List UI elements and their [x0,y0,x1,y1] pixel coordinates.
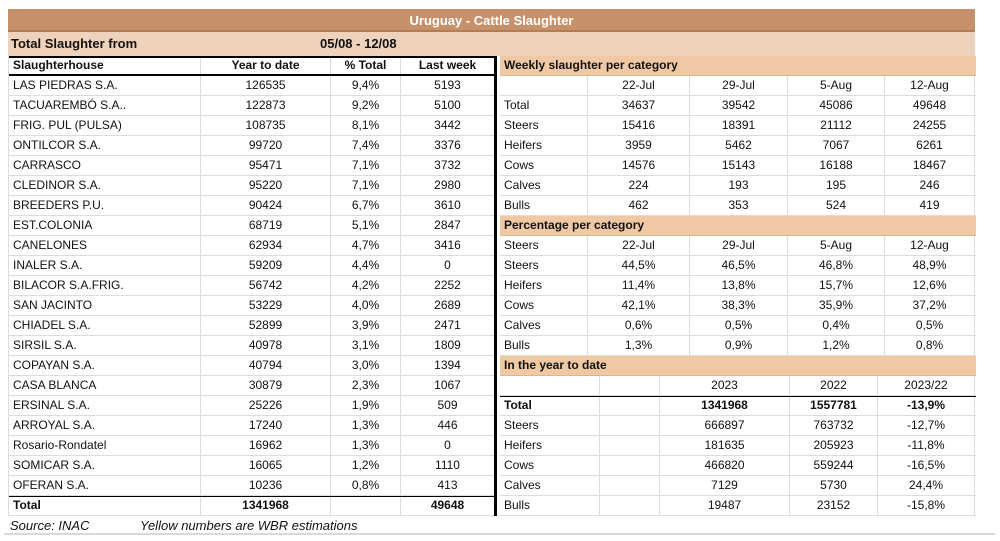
table-row [500,476,976,496]
cell: 22-Jul [588,236,690,255]
cell: 24,4% [878,476,975,495]
cell: 44,5% [588,256,690,275]
cell: 37,2% [885,296,975,315]
row-label: CLEDINOR S.A. [9,176,201,195]
cell: 46,8% [788,256,885,275]
table-row [9,116,496,136]
row-label: ERSINAL S.A. [9,396,201,415]
cell: 62934 [201,236,331,255]
cell: 1,9% [331,396,401,415]
row-label: In the year to date [500,356,974,375]
table-row [500,156,976,176]
cell: 24255 [885,116,975,135]
cell: 46,5% [690,256,788,275]
cell: 22-Jul [588,76,690,95]
cell: 666897 [660,416,790,435]
cell: 413 [401,476,495,495]
cell: 559244 [790,456,878,475]
table-row [500,316,976,336]
cell: 7,1% [331,176,401,195]
section-header [500,216,976,236]
table-row [9,136,496,156]
table-row [500,136,976,156]
cell: -12,7% [878,416,975,435]
estimation-note: Yellow numbers are WBR estimations [140,518,358,533]
table-row [9,376,496,396]
cell: -11,8% [878,436,975,455]
cell: 0,8% [331,476,401,495]
row-label: Bulls [500,496,600,515]
cell: 7067 [788,136,885,155]
cell: 524 [788,196,885,215]
row-label: CARRASCO [9,156,201,175]
cell: 90424 [201,196,331,215]
cell [600,436,660,455]
cell: 466820 [660,456,790,475]
row-label: Bulls [500,336,588,355]
row-label [500,376,600,395]
cell: 0 [401,436,495,455]
cell: 0 [401,256,495,275]
cell: 1341968 [660,397,790,415]
cell: 246 [885,176,975,195]
cell [600,397,660,415]
cell: 15,7% [788,276,885,295]
cell: 34637 [588,96,690,115]
left-total-row [9,496,496,516]
row-label: Steers [500,256,588,275]
row-label: OFERAN S.A. [9,476,201,495]
cell: 68719 [201,216,331,235]
table-divider [494,56,497,516]
row-label: Bulls [500,196,588,215]
cell: 181635 [660,436,790,455]
table-row [500,276,976,296]
left-header-row [9,56,496,76]
cell: 224 [588,176,690,195]
cell: 4,0% [331,296,401,315]
cell: 6261 [885,136,975,155]
slaughterhouse-table [8,56,496,516]
cell: 1,2% [331,456,401,475]
cell: 29-Jul [690,236,788,255]
cell: 7,1% [331,156,401,175]
cell: 6,7% [331,196,401,215]
cell: 3416 [401,236,495,255]
table-row [9,216,496,236]
cell: 40794 [201,356,331,375]
row-label: Calves [500,316,588,335]
cell: 3610 [401,196,495,215]
row-label: Cows [500,456,600,475]
row-label: ARROYAL S.A. [9,416,201,435]
table-row [9,316,496,336]
table-row [500,196,976,216]
row-label: Cows [500,296,588,315]
row-label: BILACOR S.A.FRIG. [9,276,201,295]
cell: 29-Jul [690,76,788,95]
table-row [9,276,496,296]
percentage-dates-row [500,236,976,256]
cell: -16,5% [878,456,975,475]
cell: 509 [401,396,495,415]
table-row [500,96,976,116]
table-row [9,456,496,476]
cell: 3442 [401,116,495,135]
row-label: FRIG. PUL (PULSA) [9,116,201,135]
cell: 5,1% [331,216,401,235]
cell: 11,4% [588,276,690,295]
cell: 56742 [201,276,331,295]
table-row [9,356,496,376]
cell: 5-Aug [788,76,885,95]
cell: 122873 [201,96,331,115]
cell: 1067 [401,376,495,395]
table-row [9,196,496,216]
cell: 2689 [401,296,495,315]
row-label: Percentage per category [500,216,974,235]
table-row [500,336,976,356]
row-label: Calves [500,176,588,195]
cell: 763732 [790,416,878,435]
table-row [9,236,496,256]
cell: 5462 [690,136,788,155]
row-label: CHIADEL S.A. [9,316,201,335]
cell: 1110 [401,456,495,475]
cell: 49648 [885,96,975,115]
cell: 1557781 [790,397,878,415]
row-label: LAS PIEDRAS S.A. [9,76,201,95]
row-label [500,76,588,95]
row-label: Cows [500,156,588,175]
cell: 5193 [401,76,495,95]
cell: 195 [788,176,885,195]
cell: 99720 [201,136,331,155]
table-row [9,256,496,276]
cell: 48,9% [885,256,975,275]
cell: 12,6% [885,276,975,295]
row-label: CASA BLANCA [9,376,201,395]
cell: 8,1% [331,116,401,135]
cell: 95471 [201,156,331,175]
cell: 1809 [401,336,495,355]
cell: 1,3% [588,336,690,355]
category-table [500,56,976,516]
table-row [500,256,976,276]
row-label: TACUAREMBÓ S.A.. [9,96,201,115]
cell: 4,7% [331,236,401,255]
table-row [9,76,496,96]
cell: 4,2% [331,276,401,295]
row-label: INALER S.A. [9,256,201,275]
table-row [9,396,496,416]
cell: 12-Aug [885,76,975,95]
table-row [9,416,496,436]
section-header [500,356,976,376]
cell [331,497,401,515]
cell: 3,0% [331,356,401,375]
subheader-band [8,32,975,56]
cell: -13,9% [878,397,975,415]
cell: 16065 [201,456,331,475]
row-label: CANELONES [9,236,201,255]
table-row [9,96,496,116]
row-label: Rosario-Rondatel [9,436,201,455]
cell: 14576 [588,156,690,175]
row-label: Total [9,497,201,515]
table-row [9,156,496,176]
row-label: ONTILCOR S.A. [9,136,201,155]
cell: 3732 [401,156,495,175]
cell: 2847 [401,216,495,235]
cell: 10236 [201,476,331,495]
cell: 0,6% [588,316,690,335]
cell: 18391 [690,116,788,135]
row-label: COPAYAN S.A. [9,356,201,375]
cell: 3959 [588,136,690,155]
cell: 3,9% [331,316,401,335]
bottom-divider [4,533,995,535]
cell: 1,3% [331,416,401,435]
cell: 45086 [788,96,885,115]
cell: 462 [588,196,690,215]
table-row [9,436,496,456]
subheader-label: Total Slaughter from [11,36,138,51]
cell: 5100 [401,96,495,115]
table-row [500,456,976,476]
cell: 1341968 [201,497,331,515]
cell: 9,4% [331,76,401,95]
cell: 35,9% [788,296,885,315]
row-label: Slaughterhouse [9,58,201,74]
table-row [9,336,496,356]
row-label: SIRSIL S.A. [9,336,201,355]
cell: 49648 [401,497,495,515]
cell: 419 [885,196,975,215]
table-row [9,476,496,496]
report-title-bar [8,9,975,32]
cell [600,496,660,515]
cell: 21112 [788,116,885,135]
cell: -15,8% [878,496,975,515]
row-label: EST.COLONIA [9,216,201,235]
cell: 16188 [788,156,885,175]
cell: 7129 [660,476,790,495]
cell: 205923 [790,436,878,455]
table-row [500,436,976,456]
row-label: Total [500,96,588,115]
cell: 16962 [201,436,331,455]
cell: 9,2% [331,96,401,115]
cell: 3376 [401,136,495,155]
cell: 53229 [201,296,331,315]
cell: 446 [401,416,495,435]
row-label: Steers [500,116,588,135]
cell: 0,5% [885,316,975,335]
table-row [500,116,976,136]
cell: 353 [690,196,788,215]
row-label: Calves [500,476,600,495]
page-title: Uruguay - Cattle Slaughter [409,13,574,28]
row-label: SAN JACINTO [9,296,201,315]
cell: 18467 [885,156,975,175]
row-label: Heifers [500,136,588,155]
row-label: SOMICAR S.A. [9,456,201,475]
section-header [500,56,976,76]
table-row [500,416,976,436]
cell: 193 [690,176,788,195]
cell: 2252 [401,276,495,295]
cell: 2023 [660,376,790,395]
cell: 15143 [690,156,788,175]
row-label: Steers [500,416,600,435]
subheader-period: 05/08 - 12/08 [320,36,397,51]
row-label: Heifers [500,276,588,295]
row-label: Weekly slaughter per category [500,56,974,75]
cell: 17240 [201,416,331,435]
cell: 2471 [401,316,495,335]
table-row [500,176,976,196]
cell: 52899 [201,316,331,335]
ytd-total-row [500,396,976,416]
cell: 0,8% [885,336,975,355]
cell: 23152 [790,496,878,515]
row-label: BREEDERS P.U. [9,196,201,215]
cell: 2023/22 [878,376,975,395]
table-row [9,176,496,196]
cell: 12-Aug [885,236,975,255]
cell: 0,5% [690,316,788,335]
cell: 3,1% [331,336,401,355]
cell: 25226 [201,396,331,415]
table-row [500,296,976,316]
cell: 1,2% [788,336,885,355]
cell: 38,3% [690,296,788,315]
cell: 40978 [201,336,331,355]
cell: 2022 [790,376,878,395]
cell: 1394 [401,356,495,375]
row-label: Steers [500,236,588,255]
cell: 2,3% [331,376,401,395]
cell: 59209 [201,256,331,275]
cell: 5730 [790,476,878,495]
cell [600,416,660,435]
cell: 19487 [660,496,790,515]
row-label: Heifers [500,436,600,455]
cell: 5-Aug [788,236,885,255]
cell: 108735 [201,116,331,135]
cell: 0,4% [788,316,885,335]
cell: 7,4% [331,136,401,155]
table-row [500,496,976,516]
cell [600,456,660,475]
cell: 0,9% [690,336,788,355]
cell: 4,4% [331,256,401,275]
cell: 1,3% [331,436,401,455]
cell [600,376,660,395]
row-label: Total [500,397,600,415]
cell: 42,1% [588,296,690,315]
cell: 2980 [401,176,495,195]
cell: 13,8% [690,276,788,295]
table-row [9,296,496,316]
cell: Year to date [201,58,331,74]
ytd-years-row [500,376,976,396]
cell: % Total [331,58,401,74]
cell: Last week [401,58,495,74]
cell [600,476,660,495]
source-note: Source: INAC [10,518,90,533]
cell: 95220 [201,176,331,195]
cell: 15416 [588,116,690,135]
cell: 126535 [201,76,331,95]
cell: 30879 [201,376,331,395]
weekly-dates-row [500,76,976,96]
cell: 39542 [690,96,788,115]
